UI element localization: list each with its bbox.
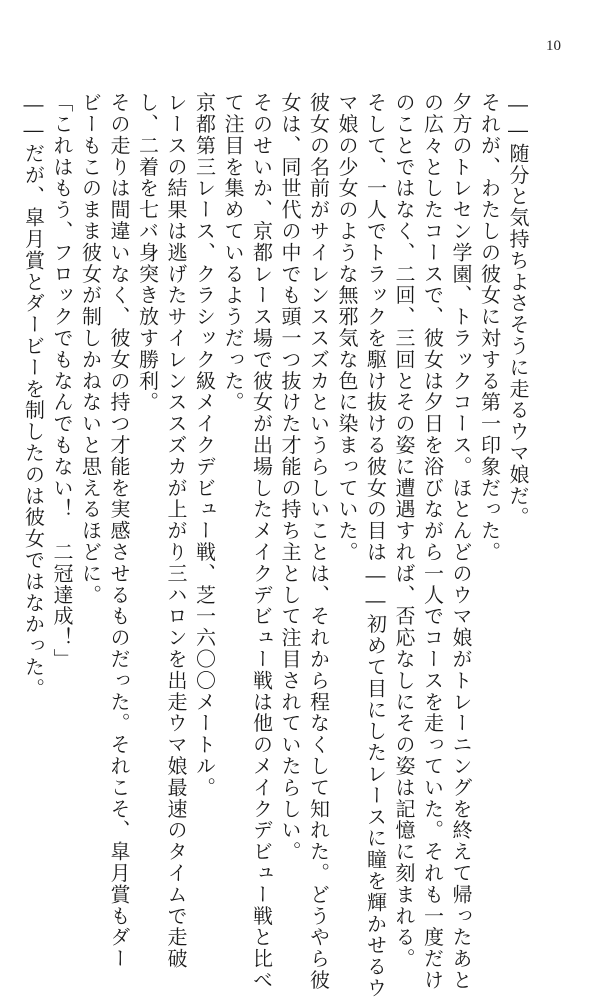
text-line: それが、わたしの彼女に対する第一印象だった。 — [477, 92, 502, 563]
text-line: 夕方のトレセン学園、トラックコース。ほとんどのウマ娘がトレーニングを終えて帰ったあと — [449, 92, 473, 991]
text-line: ――随分と気持ちよさそうに走るウマ娘だ。 — [506, 92, 530, 528]
page-number: 10 — [546, 38, 561, 54]
text-line: そして、一人でトラックを駆け抜ける彼女の目は――初めて目にしたレースに瞳を輝かせるウ — [363, 92, 388, 999]
text-line: のことではなく、二回、三回とその姿に遭遇すれば、否応なしにその姿は記憶に刻まれる。 — [392, 92, 416, 970]
text-line: レースの結果は逃げたサイレンススズカが上がり三ハロンを出走ウマ娘最速のタイムで走破 — [164, 92, 188, 970]
text-line: 京都第三レース、クラシック級メイクデビュー戦、芝一六〇〇メートル。 — [192, 92, 217, 799]
text-line: て注目を集めているようだった。 — [221, 92, 245, 413]
body-text — [21, 92, 532, 999]
text-line: その走りは間違いなく、彼女の持つ才能を実感させるものだった。それこそ、皐月賞もダー — [107, 92, 131, 970]
text-line: マ娘の少女のような無邪気な色に染まっていた。 — [335, 92, 359, 563]
text-line: し、二着を七バ身突き放す勝利。 — [135, 92, 160, 413]
text-line: ――だが、皐月賞とダービーを制したのは彼女ではなかった。 — [21, 92, 46, 700]
text-line: 「これはもう、フロックでもなんでもない！ 二冠達成！」 — [50, 92, 74, 670]
text-line: 女は、同世代の中でも頭一つ抜けた才能の持ち主として注目されていたらしい。 — [278, 92, 302, 863]
text-line: そのせいか、京都レース場で彼女が出場したメイクデビュー戦は他のメイクデビュー戦と比べ — [249, 92, 274, 991]
text-line: 彼女の名前がサイレンススズカというらしいことは、それから程なくして知れた。どうやら彼 — [306, 92, 331, 991]
text-line: ビーもこのまま彼女が制しかねないと思えるほどに。 — [78, 92, 103, 606]
text-line: の広々としたコースで、彼女は夕日を浴びながら一人でコースを走っていた。それも一度だけ — [420, 92, 445, 991]
